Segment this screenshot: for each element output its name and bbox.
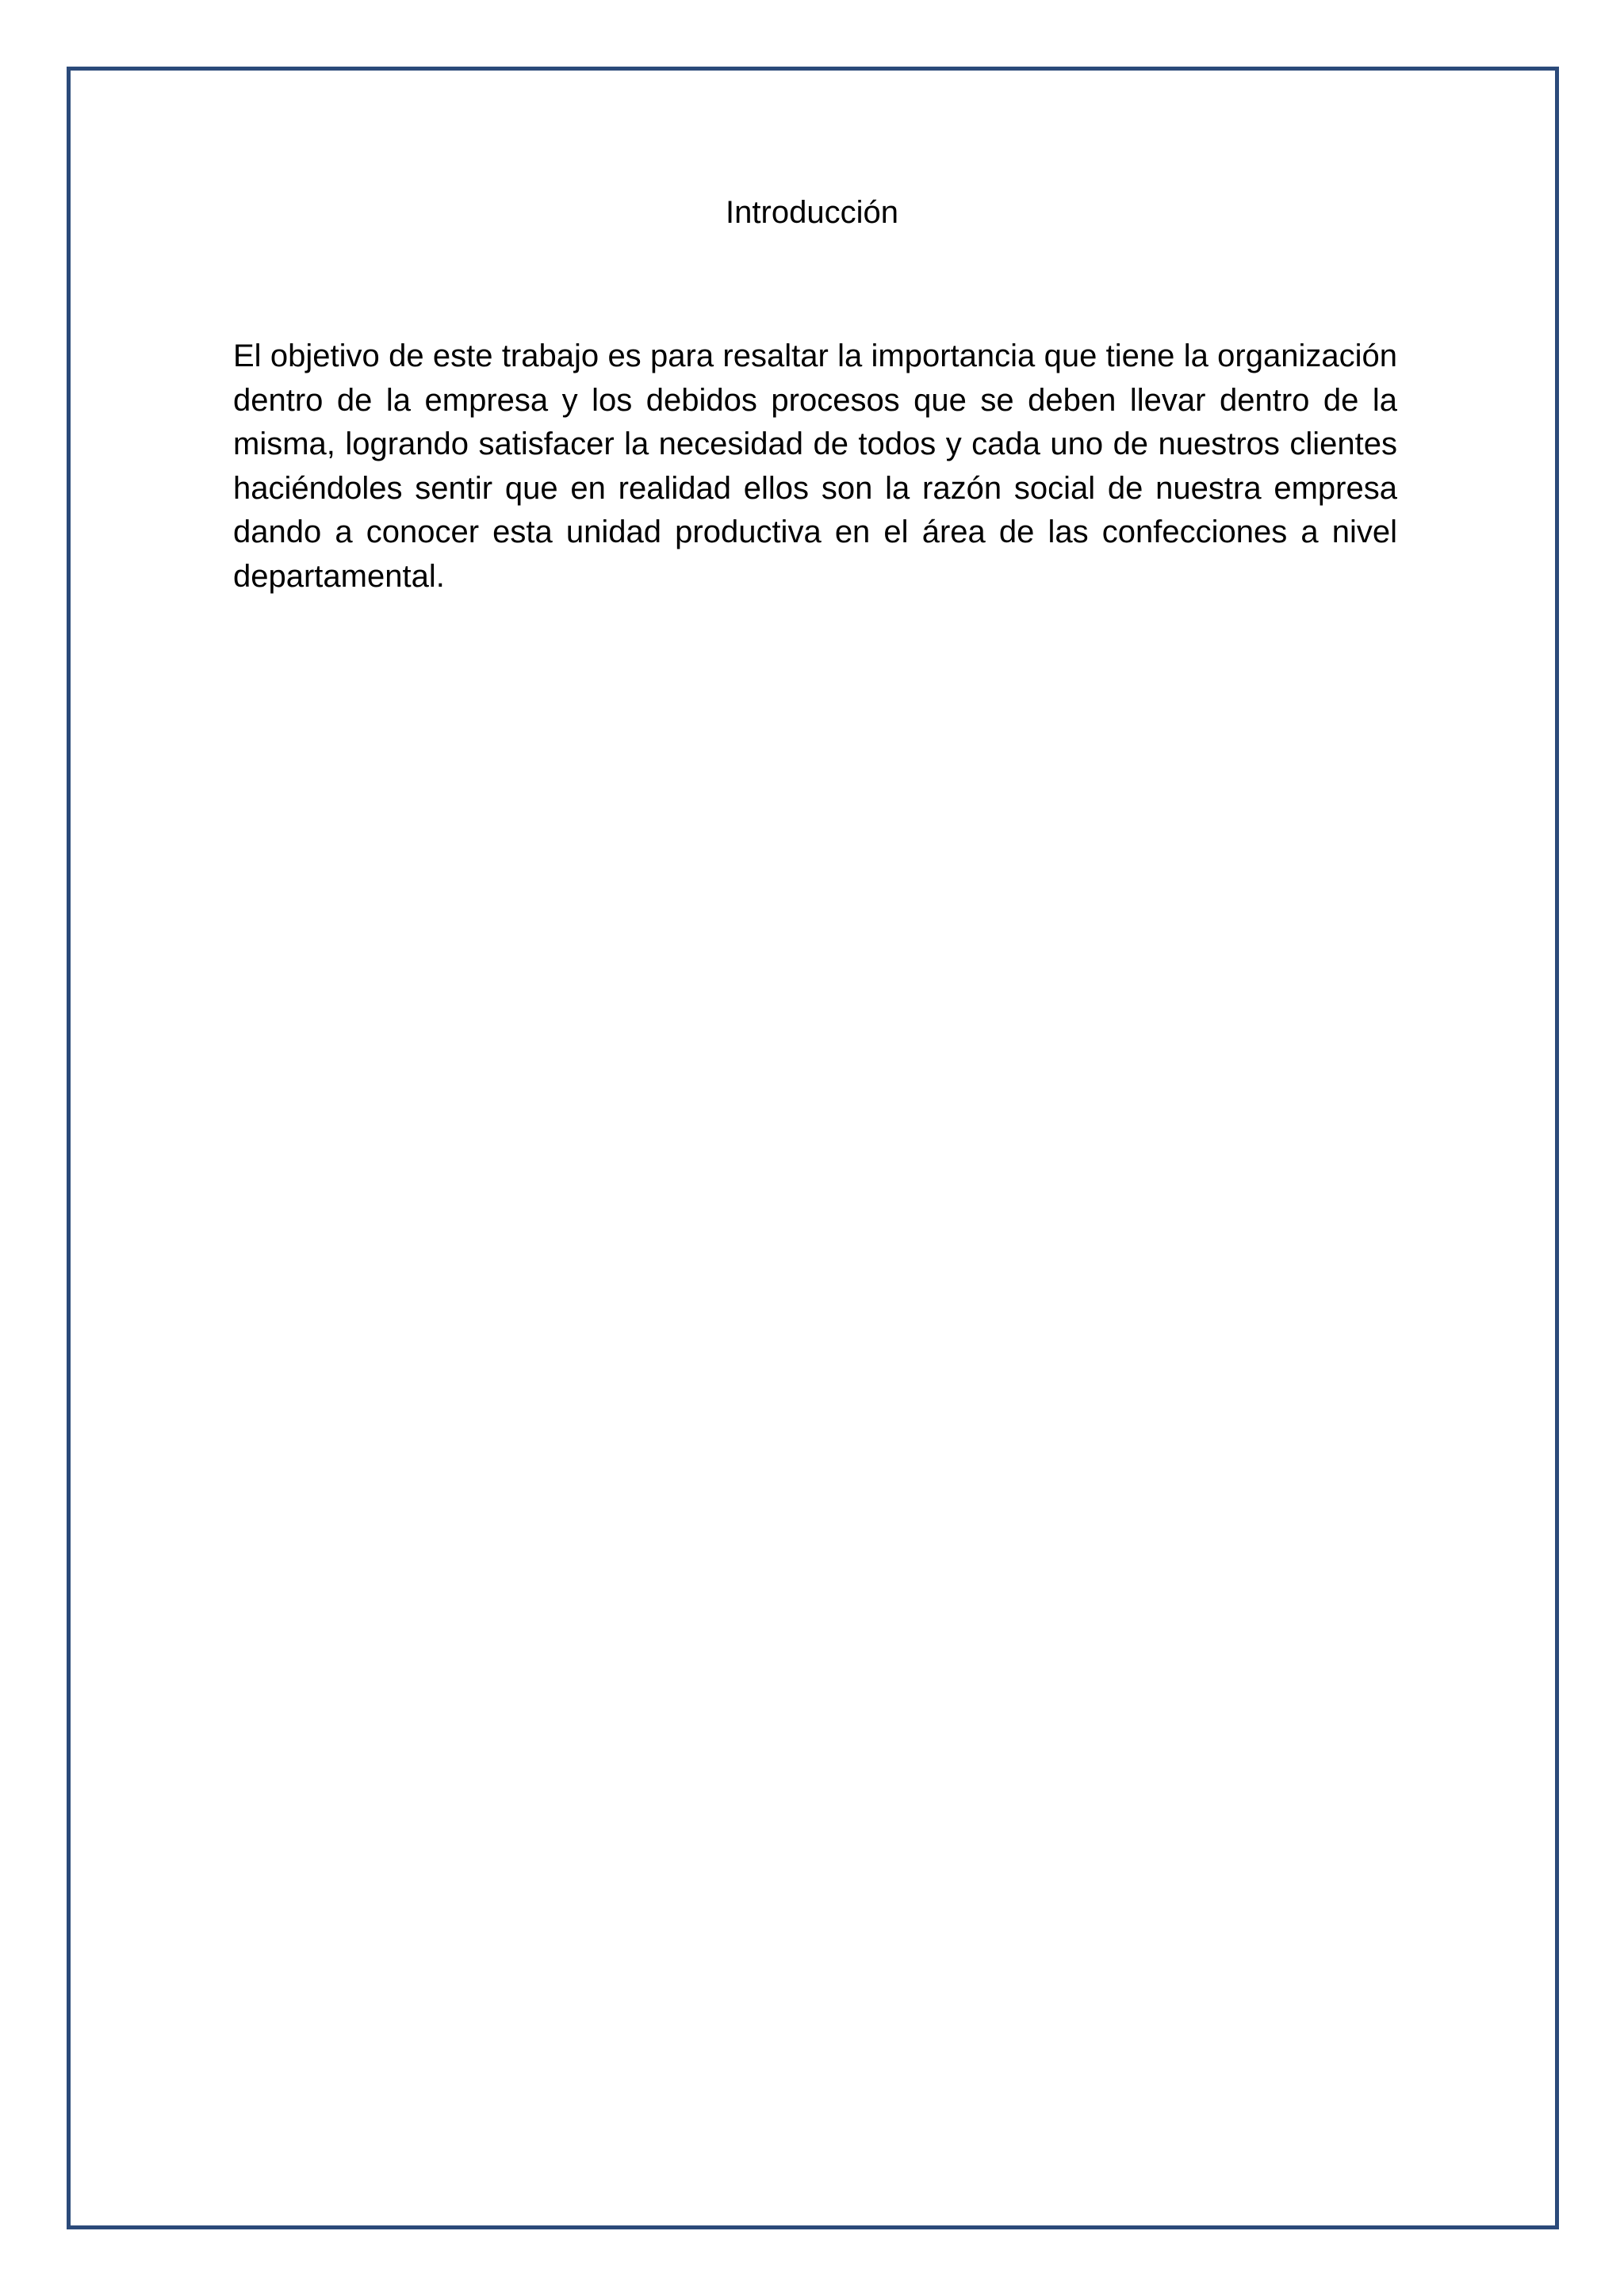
page-title: Introducción (726, 195, 898, 230)
introduction-paragraph: El objetivo de este trabajo es para resaltar la importancia que tiene la organización dentro de la empresa y los debidos procesos que se deben llevar dentro de la misma, logrando satisfacer la necesidad de todos y cada uno de nuestros clientes haciéndoles sentir que en realidad ellos son la razón social de nuestra empresa dando a conocer esta unidad productiva en el área de las confecciones a nivel departamental. (233, 339, 1397, 594)
